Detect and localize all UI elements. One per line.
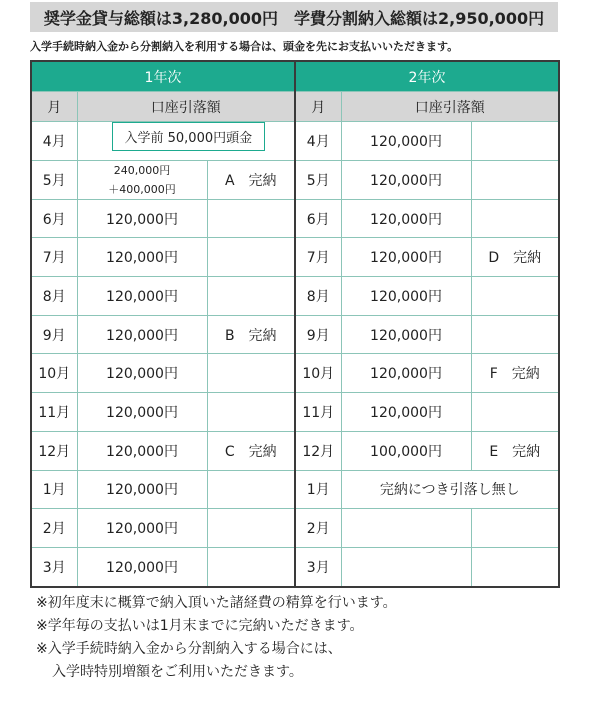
- table-row: [31, 354, 559, 393]
- note-cell: [207, 470, 295, 509]
- amount-cell: [341, 509, 471, 548]
- note-line: ※入学手続時納入金から分割納入する場合には、: [36, 641, 342, 657]
- amount-header: 口座引落額: [77, 92, 295, 122]
- month-cell: 1月: [31, 470, 77, 509]
- month-cell: 9月: [295, 315, 341, 354]
- amount-cell: 120,000円: [77, 354, 207, 393]
- amount-cell: 120,000円: [341, 354, 471, 393]
- month-cell: 2月: [295, 509, 341, 548]
- amount-cell: [77, 160, 207, 199]
- amount-cell: 120,000円: [341, 393, 471, 432]
- note-cell: C 完納: [207, 431, 295, 470]
- table-row: [31, 315, 559, 354]
- amount-cell: 100,000円: [341, 431, 471, 470]
- table-row: [31, 277, 559, 316]
- may-amount-line2: ＋400,000円: [108, 182, 176, 196]
- month-cell: 8月: [295, 277, 341, 316]
- month-cell: 6月: [295, 199, 341, 238]
- amount-cell: 120,000円: [341, 277, 471, 316]
- month-cell: 7月: [31, 238, 77, 277]
- month-cell: 11月: [31, 393, 77, 432]
- month-cell: 4月: [31, 122, 77, 161]
- amount-cell: 120,000円: [77, 509, 207, 548]
- month-cell: 8月: [31, 277, 77, 316]
- note-cell: [471, 393, 559, 432]
- note-cell: [207, 393, 295, 432]
- month-cell: 12月: [295, 431, 341, 470]
- no-debit-cell: 完納につき引落し無し: [341, 470, 559, 509]
- amount-cell: 120,000円: [77, 315, 207, 354]
- table-row: [31, 431, 559, 470]
- amount-cell: 120,000円: [341, 199, 471, 238]
- month-header: 月: [31, 92, 77, 122]
- note-cell: [471, 122, 559, 161]
- month-cell: 5月: [295, 160, 341, 199]
- table-row: [31, 122, 559, 161]
- notes: [36, 592, 397, 684]
- pre-entry-label: 入学前 50,000円頭金: [112, 122, 266, 151]
- note-cell: F 完納: [471, 354, 559, 393]
- amount-cell: 120,000円: [341, 315, 471, 354]
- note-cell: B 完納: [207, 315, 295, 354]
- month-cell: 6月: [31, 199, 77, 238]
- note-cell: [207, 547, 295, 586]
- month-cell: 1月: [295, 470, 341, 509]
- amount-cell: 120,000円: [77, 238, 207, 277]
- amount-cell: 120,000円: [77, 199, 207, 238]
- year1-header: 1年次: [31, 61, 295, 92]
- amount-cell: 120,000円: [341, 160, 471, 199]
- amount-cell: 120,000円: [341, 122, 471, 161]
- month-cell: 4月: [295, 122, 341, 161]
- month-cell: 3月: [31, 547, 77, 586]
- year2-header: 2年次: [295, 61, 559, 92]
- note-cell: [207, 354, 295, 393]
- amount-cell: 120,000円: [77, 431, 207, 470]
- note-cell: [471, 547, 559, 586]
- page-title: 奨学金貸与総額は3,280,000円 学費分割納入総額は2,950,000円: [30, 2, 558, 32]
- note-cell: [207, 199, 295, 238]
- table-row: [31, 238, 559, 277]
- note-cell: [207, 238, 295, 277]
- month-cell: 10月: [295, 354, 341, 393]
- payment-schedule-table: [30, 60, 560, 588]
- note-line: ※学年毎の支払いは1月末までに完納いただきます。: [36, 618, 364, 634]
- amount-cell: 120,000円: [77, 470, 207, 509]
- table-row: [31, 509, 559, 548]
- table-row: [31, 199, 559, 238]
- month-cell: 12月: [31, 431, 77, 470]
- month-cell: 7月: [295, 238, 341, 277]
- amount-cell: [77, 122, 295, 161]
- month-cell: 3月: [295, 547, 341, 586]
- note-cell: [471, 315, 559, 354]
- note-cell: A 完納: [207, 160, 295, 199]
- amount-cell: 120,000円: [341, 238, 471, 277]
- amount-cell: [341, 547, 471, 586]
- note-cell: [207, 509, 295, 548]
- month-header: 月: [295, 92, 341, 122]
- amount-header: 口座引落額: [341, 92, 559, 122]
- note-cell: E 完納: [471, 431, 559, 470]
- amount-cell: 120,000円: [77, 393, 207, 432]
- note-cell: [207, 277, 295, 316]
- note-cell: [471, 509, 559, 548]
- month-cell: 11月: [295, 393, 341, 432]
- note-cell: [471, 199, 559, 238]
- may-amount-line1: 240,000円: [113, 163, 171, 177]
- note-cell: D 完納: [471, 238, 559, 277]
- month-cell: 5月: [31, 160, 77, 199]
- table-row: [31, 547, 559, 586]
- month-cell: 10月: [31, 354, 77, 393]
- amount-cell: 120,000円: [77, 277, 207, 316]
- month-cell: 2月: [31, 509, 77, 548]
- month-cell: 9月: [31, 315, 77, 354]
- note-line: 入学時特別増額をご利用いただきます。: [52, 664, 303, 680]
- amount-cell: 120,000円: [77, 547, 207, 586]
- table-row: [31, 160, 559, 199]
- note-line: ※初年度末に概算で納入頂いた諸経費の精算を行います。: [36, 595, 397, 611]
- table-row: [31, 393, 559, 432]
- note-cell: [471, 277, 559, 316]
- table-row: [31, 470, 559, 509]
- subtitle: 入学手続時納入金から分割納入を利用する場合は、頭金を先にお支払いいただきます。: [30, 40, 459, 53]
- note-cell: [471, 160, 559, 199]
